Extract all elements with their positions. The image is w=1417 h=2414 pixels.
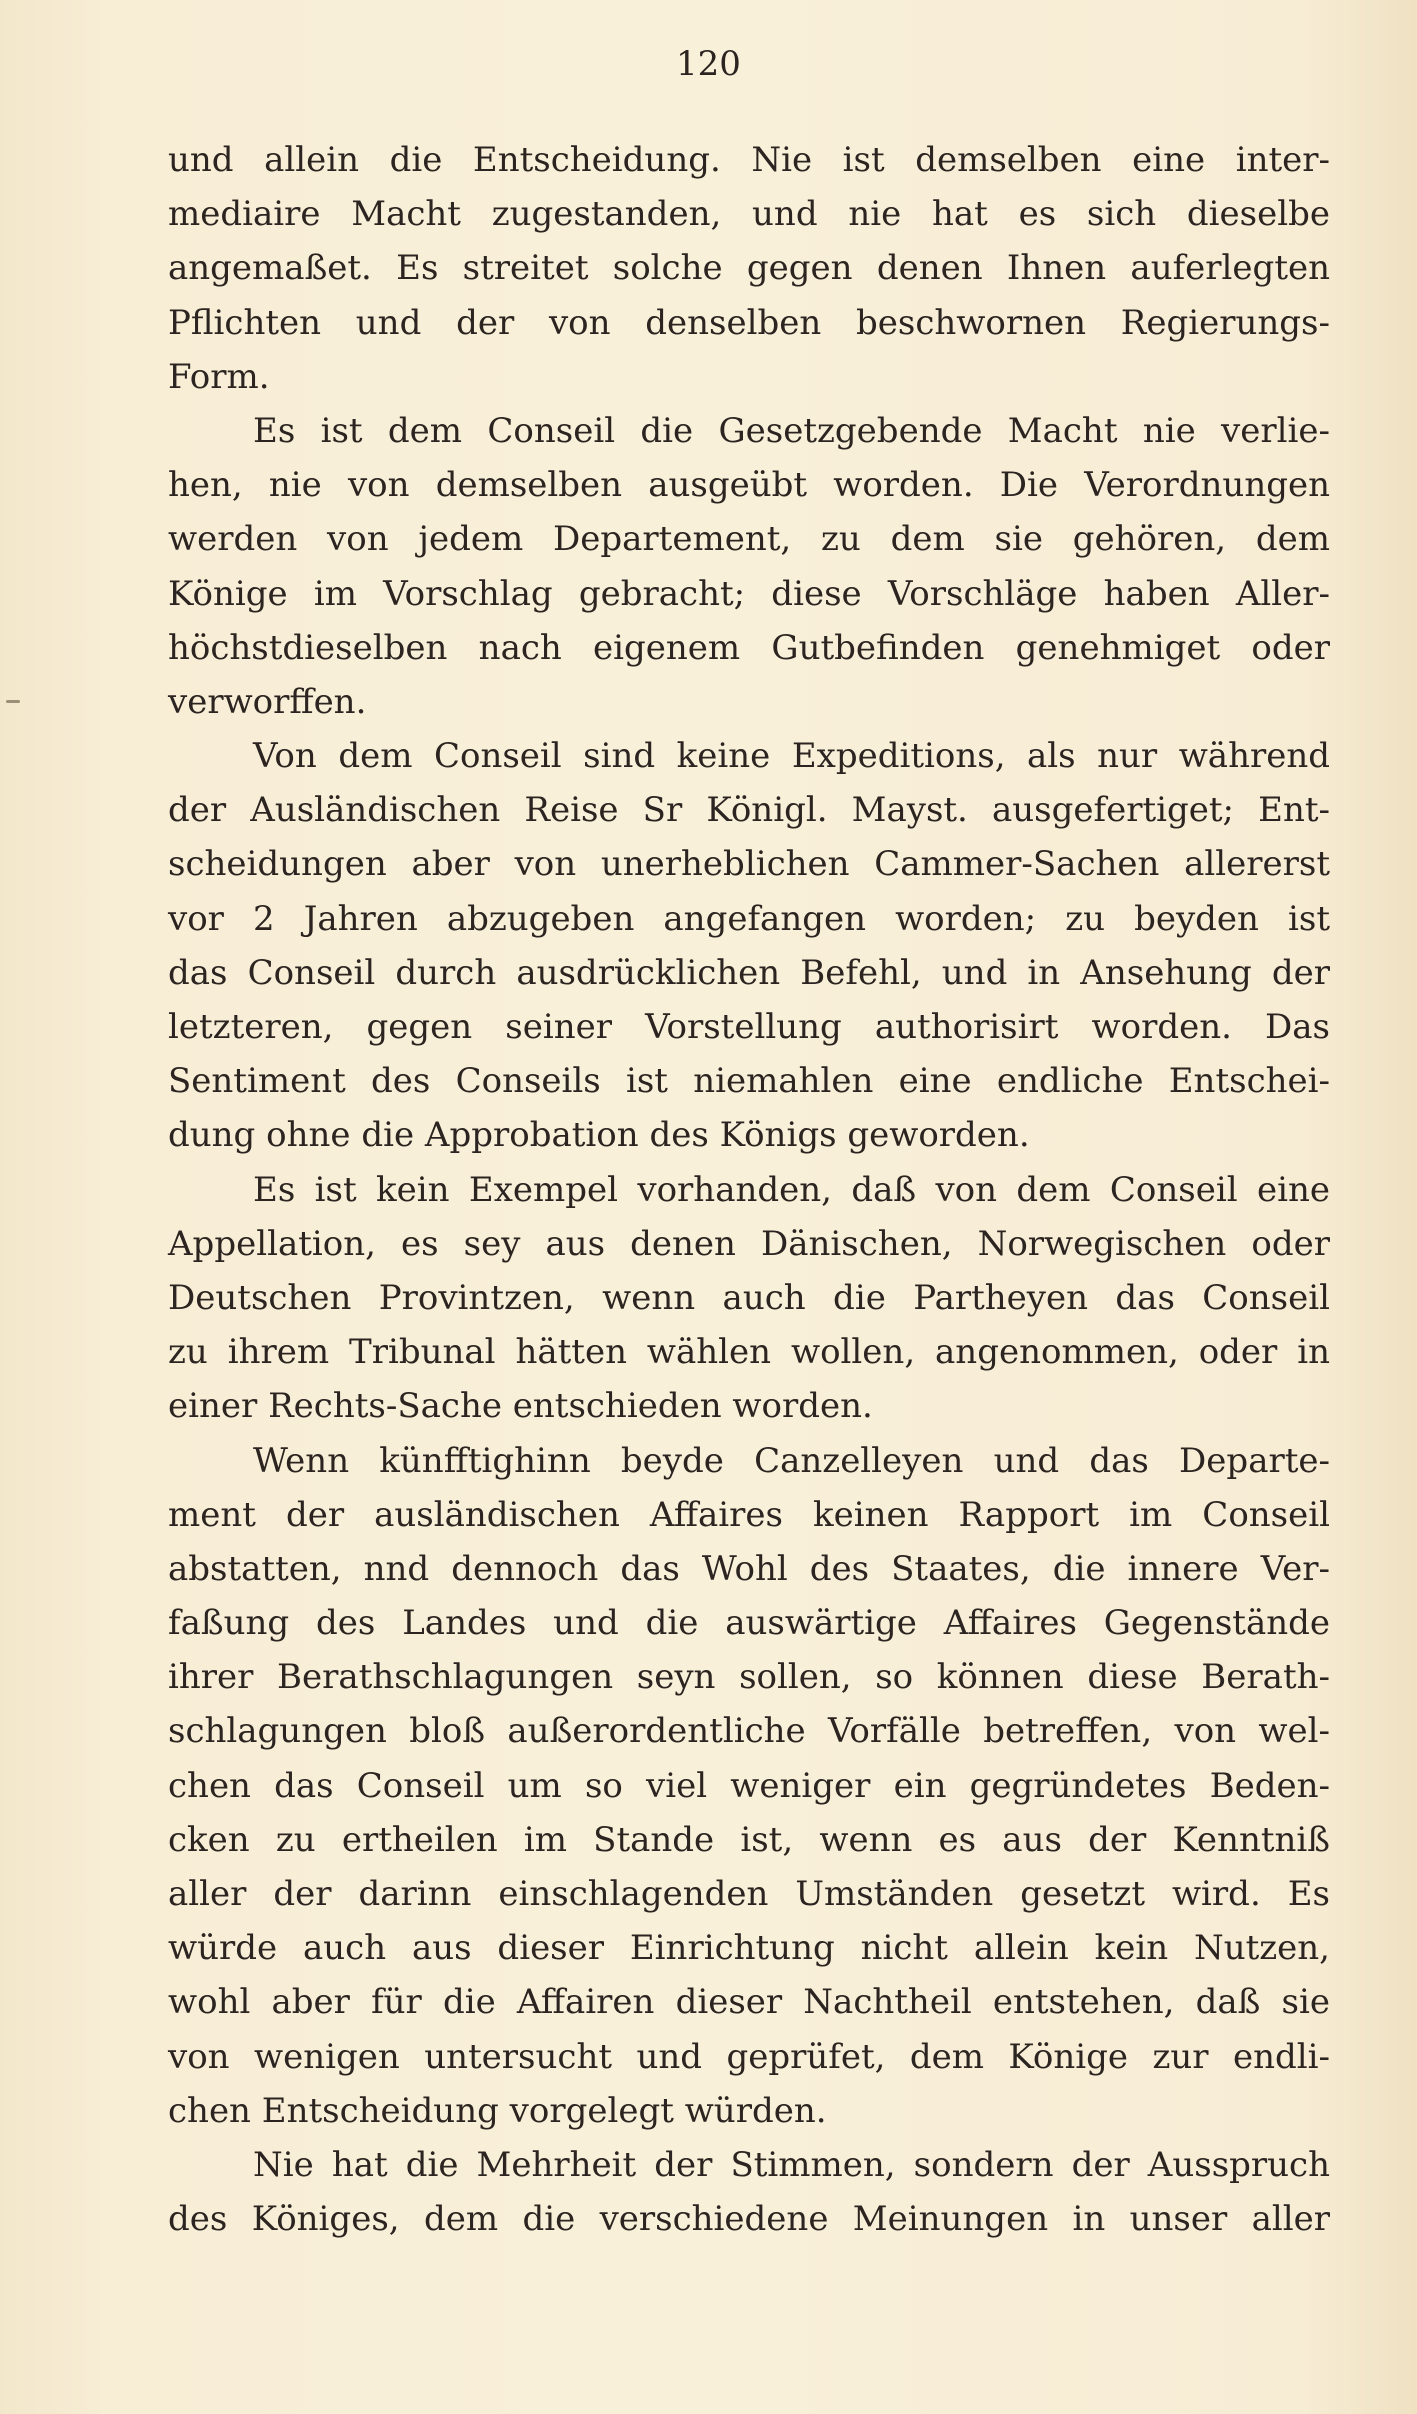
text-line: dung ohne die Approbation des Königs geworden.	[168, 1115, 1030, 1156]
text-line: der Ausländischen Reise Sr Königl. Mayst. ausgefertiget; Ent-	[168, 790, 1330, 831]
text-line: cken zu ertheilen im Stande ist, wenn es aus der Kenntniß	[168, 1819, 1330, 1860]
text-line: verworffen.	[168, 681, 367, 722]
text-line: angemaßet. Es streitet solche gegen denen Ihnen auferlegten	[168, 248, 1330, 289]
text-line: scheidungen aber von unerheblichen Cammer-Sachen allererst	[168, 844, 1330, 885]
text-line: abstatten, nnd dennoch das Wohl des Staates, die innere Ver-	[168, 1548, 1330, 1589]
text-line: letzteren, gegen seiner Vorstellung authorisirt worden. Das	[168, 1007, 1330, 1047]
text-line: des Königes, dem die verschiedene Meinungen in unser aller	[168, 2199, 1330, 2240]
text-line: schlagungen bloß außerordentliche Vorfälle betreffen, von wel-	[168, 1711, 1330, 1752]
text-line: Deutschen Provintzen, wenn auch die Partheyen das Conseil	[168, 1277, 1330, 1318]
text-line: von wenigen untersucht und geprüfet, dem Könige zur endli-	[168, 2036, 1330, 2077]
text-line: Appellation, es sey aus denen Dänischen, Norwegischen oder	[168, 1223, 1330, 1264]
text-line: Es ist kein Exempel vorhanden, daß von dem Conseil eine	[253, 1169, 1330, 1210]
text-line: werden von jedem Departement, zu dem sie gehören, dem	[168, 519, 1330, 560]
text-line: höchstdieselben nach eigenem Gutbefinden genehmiget oder	[168, 627, 1330, 668]
text-line: chen das Conseil um so viel weniger ein gegründetes Beden-	[168, 1765, 1330, 1806]
text-line: Sentiment des Conseils ist niemahlen eine endliche Entschei-	[168, 1061, 1330, 1102]
text-line: Es ist dem Conseil die Gesetzgebende Macht nie verlie-	[253, 410, 1330, 451]
text-line: Pflichten und der von denselben beschwornen Regierungs-	[168, 302, 1330, 343]
text-line: Könige im Vorschlag gebracht; diese Vorschläge haben Aller-	[168, 573, 1330, 614]
body-text	[168, 133, 1330, 2246]
text-line: zu ihrem Tribunal hätten wählen wollen, angenommen, oder in	[168, 1332, 1330, 1373]
text-line: Form.	[168, 356, 270, 397]
text-line: Von dem Conseil sind keine Expeditions, als nur während	[253, 736, 1330, 777]
text-line: Nie hat die Mehrheit der Stimmen, sondern der Ausspruch	[253, 2144, 1330, 2185]
text-line: aller der darinn einschlagenden Umständen gesetzt wird. Es	[168, 1874, 1330, 1914]
text-line: mediaire Macht zugestanden, und nie hat es sich dieselbe	[168, 194, 1330, 235]
text-line: das Conseil durch ausdrücklichen Befehl, und in Ansehung der	[168, 952, 1330, 993]
text-line: wohl aber für die Affairen dieser Nachtheil entstehen, daß sie	[168, 1982, 1330, 2023]
text-line: ihrer Berathschlagungen seyn sollen, so können diese Berath-	[168, 1657, 1330, 1698]
text-line: Wenn künfftighinn beyde Canzelleyen und das Departe-	[253, 1440, 1330, 1481]
text-line: und allein die Entscheidung. Nie ist demselben eine inter-	[168, 140, 1330, 180]
page-number: 120	[676, 44, 741, 84]
text-line: würde auch aus dieser Einrichtung nicht allein kein Nutzen,	[168, 1928, 1330, 1969]
text-line: faßung des Landes und die auswärtige Affaires Gegenstände	[168, 1603, 1330, 1644]
margin-mark	[6, 700, 20, 703]
text-line: ment der ausländischen Affaires keinen Rapport im Conseil	[168, 1494, 1330, 1535]
text-line: vor 2 Jahren abzugeben angefangen worden; zu beyden ist	[168, 898, 1330, 939]
text-line: einer Rechts-Sache entschieden worden.	[168, 1386, 873, 1427]
text-line: hen, nie von demselben ausgeübt worden. Die Verordnungen	[168, 465, 1330, 506]
text-line: chen Entscheidung vorgelegt würden.	[168, 2090, 827, 2131]
